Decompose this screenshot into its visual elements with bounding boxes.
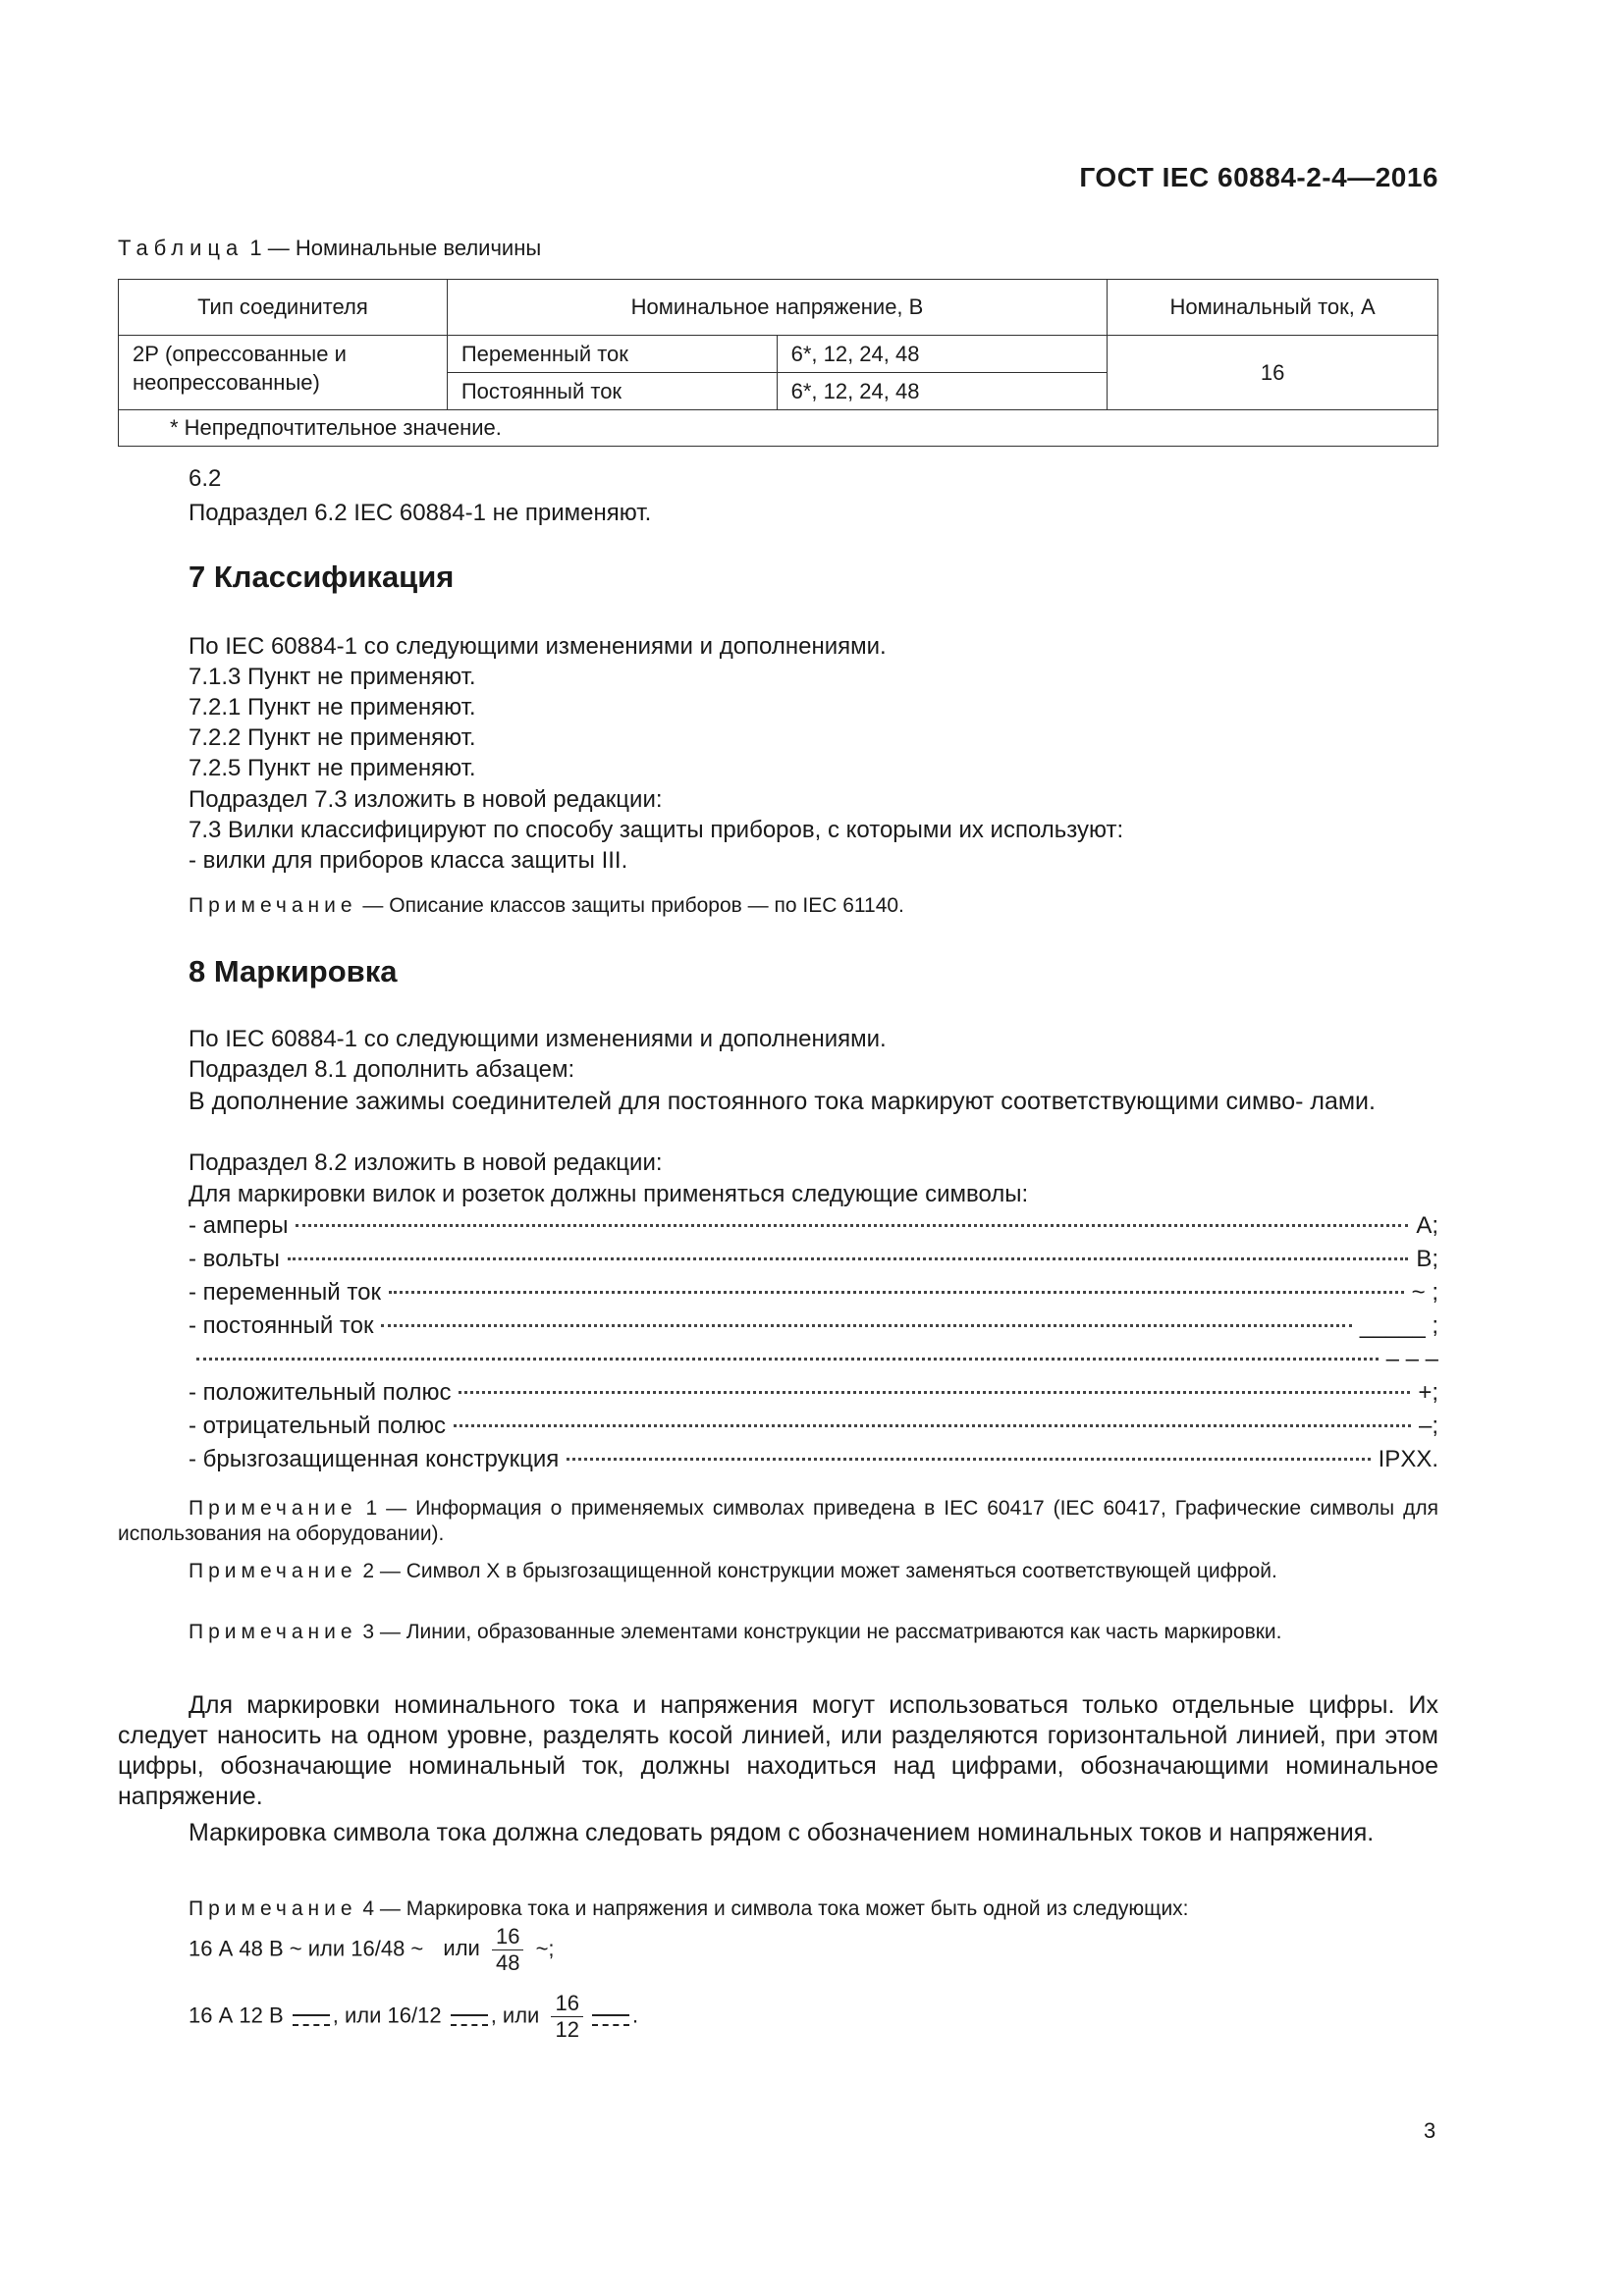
example-rating: 16 А 48 В	[189, 1936, 284, 1961]
note	[118, 1559, 1438, 1584]
body-line: 7.3 Вилки классифицируют по способу защиты приборов, с которыми их используют:	[189, 817, 1124, 843]
standard-code: ГОСТ IEC 60884-2-4—2016	[1079, 162, 1438, 192]
subsection-number: 6.2	[189, 465, 222, 492]
symbol-value: – – –	[1385, 1346, 1438, 1372]
body-line: Подраздел 7.3 изложить в новой редакции:	[189, 786, 663, 813]
symbol-label: - вольты	[189, 1246, 280, 1272]
cell-connector-type: 2Р (опрессованные и неопрессованные)	[119, 336, 448, 410]
body-line: 7.1.3 Пункт не применяют.	[189, 664, 476, 690]
dot-leader	[567, 1458, 1370, 1461]
example-symbol: ~;	[535, 1936, 555, 1961]
symbol-list-item	[189, 1211, 1438, 1241]
cell-rated-current: 16	[1108, 336, 1438, 410]
rated-values-table	[118, 279, 1438, 447]
dot-leader	[296, 1224, 1408, 1227]
dot-leader	[389, 1291, 1404, 1294]
table-caption-title: 1 — Номинальные величины	[249, 236, 542, 260]
table-footnote-row	[119, 410, 1438, 447]
marking-example-ac	[189, 1924, 555, 1976]
dot-leader	[288, 1257, 1408, 1260]
symbol-value: В;	[1416, 1246, 1438, 1272]
symbol-label: - отрицательный полюс	[189, 1413, 446, 1439]
symbol-list-item	[189, 1445, 1438, 1474]
body-line: 7.2.2 Пункт не применяют.	[189, 724, 476, 751]
table-caption-label: Таблица	[118, 236, 244, 260]
dot-leader	[381, 1324, 1351, 1327]
body-line: Подраздел 8.1 дополнить абзацем:	[189, 1056, 575, 1083]
symbol-value: А;	[1416, 1212, 1438, 1239]
example-rating: 16 А 12 В	[189, 2002, 284, 2028]
symbol-label: - положительный полюс	[189, 1379, 452, 1406]
symbol-list-item	[189, 1245, 1438, 1274]
fraction-denominator: 48	[495, 1950, 520, 1975]
note-label: Примечание	[189, 1621, 357, 1643]
body-line: По IEC 60884-1 со следующими изменениями и дополнениями.	[189, 633, 887, 660]
note-text: — Описание классов защиты приборов — по IEC 61140.	[356, 894, 904, 917]
symbol-label: - амперы	[189, 1212, 289, 1239]
note-label: Примечание	[189, 1560, 357, 1582]
body-line: 7.2.5 Пункт не применяют.	[189, 755, 476, 781]
body-line: Для маркировки вилок и розеток должны применяться следующие символы:	[189, 1181, 1029, 1207]
symbol-label: - брызгозащищенная конструкция	[189, 1446, 560, 1472]
paragraph-current-symbol: Маркировка символа тока должна следовать рядом с обозначением номинальных токов и напряжения.	[189, 1819, 1375, 1846]
symbol-label: - постоянный ток	[189, 1312, 374, 1339]
body-line: Подраздел 8.2 изложить в новой редакции:	[189, 1149, 663, 1176]
note-text: 4 — Маркировка тока и напряжения и символа тока может быть одной из следующих:	[356, 1897, 1189, 1920]
symbol-value: ~ ;	[1411, 1279, 1438, 1306]
fraction-denominator: 12	[555, 2017, 579, 2042]
dot-leader	[196, 1358, 1379, 1361]
table-footnote: * Непредпочтительное значение.	[119, 410, 1438, 447]
dc-symbol-icon	[293, 2002, 330, 2032]
marking-example-dc	[189, 1991, 638, 2043]
note	[118, 1496, 1438, 1547]
note-text: 3 — Линии, образованные элементами конструкции не рассматриваются как часть маркировки.	[356, 1621, 1282, 1643]
table-header-row	[119, 280, 1438, 336]
subsection-text: Подраздел 6.2 IEC 60884-1 не применяют.	[189, 500, 652, 526]
example-variant: ~ или 16/48 ~	[289, 1936, 424, 1961]
paragraph-rated-marking: Для маркировки номинального тока и напряжения могут использоваться только отдельные цифры. Их следует наносить на одном уровне, разделять косой линией, или разделяются горизонтальной линией, при этом цифры, обозначающие номинальный ток, должны находиться над цифрами, обозначающими номинальное напряжение.	[118, 1691, 1438, 1810]
body-line: 7.2.1 Пункт не применяют.	[189, 694, 476, 721]
note	[118, 1620, 1438, 1645]
col-header-current: Номинальный ток, А	[1108, 280, 1438, 336]
example-symbol: .	[631, 2002, 639, 2028]
body-line: По IEC 60884-1 со следующими изменениями и дополнениями.	[189, 1026, 887, 1052]
note	[189, 1896, 1189, 1922]
symbol-value: –;	[1418, 1413, 1438, 1439]
fraction-numerator: 16	[492, 1924, 523, 1950]
symbol-list-item	[189, 1345, 1438, 1374]
example-fraction	[551, 1991, 582, 2043]
dc-symbol-icon	[592, 2002, 629, 2032]
note-text: 2 — Символ X в брызгозащищенной конструкции может заменяться соответствующей цифрой.	[356, 1560, 1277, 1582]
note-label: Примечание	[189, 1897, 357, 1920]
symbol-label: - переменный ток	[189, 1279, 381, 1306]
cell-current-kind: Переменный ток	[447, 336, 777, 373]
section-heading-classification: 7 Классификация	[189, 560, 455, 594]
dot-leader	[459, 1391, 1410, 1394]
note-label: Примечание	[189, 1497, 357, 1520]
symbol-value: _____ ;	[1359, 1312, 1438, 1339]
table-caption	[118, 236, 541, 261]
example-or: , или	[490, 2002, 540, 2028]
cell-voltage: 6*, 12, 24, 48	[777, 336, 1108, 373]
symbol-list-item	[189, 1412, 1438, 1441]
section-heading-marking: 8 Маркировка	[189, 954, 398, 988]
cell-voltage: 6*, 12, 24, 48	[777, 373, 1108, 410]
note-label: Примечание	[189, 894, 357, 917]
symbol-list-item	[189, 1311, 1438, 1341]
dot-leader	[454, 1424, 1411, 1427]
example-variant: , или 16/12	[332, 2002, 442, 2028]
note	[189, 893, 904, 919]
example-fraction	[492, 1924, 523, 1976]
symbol-list-item	[189, 1278, 1438, 1308]
page-number: 3	[1424, 2118, 1436, 2143]
paragraph-dc-marking: В дополнение зажимы соединителей для постоянного тока маркируют соответствующими симво- лами.	[189, 1088, 1376, 1115]
fraction-numerator: 16	[551, 1991, 582, 2017]
col-header-voltage: Номинальное напряжение, В	[447, 280, 1107, 336]
col-header-connector-type: Тип соединителя	[119, 280, 448, 336]
symbol-list-item	[189, 1378, 1438, 1408]
example-or: или	[443, 1936, 480, 1961]
dc-symbol-icon	[451, 2002, 488, 2032]
note-text: 1 — Информация о применяемых символах приведена в IEC 60417 (IEC 60417, Графические символы для использования на оборудовании).	[118, 1497, 1438, 1545]
body-line: - вилки для приборов класса защиты III.	[189, 847, 628, 874]
table-row	[119, 336, 1438, 373]
symbol-value: +;	[1418, 1379, 1438, 1406]
cell-current-kind: Постоянный ток	[447, 373, 777, 410]
symbol-value: IPXX.	[1378, 1446, 1438, 1472]
